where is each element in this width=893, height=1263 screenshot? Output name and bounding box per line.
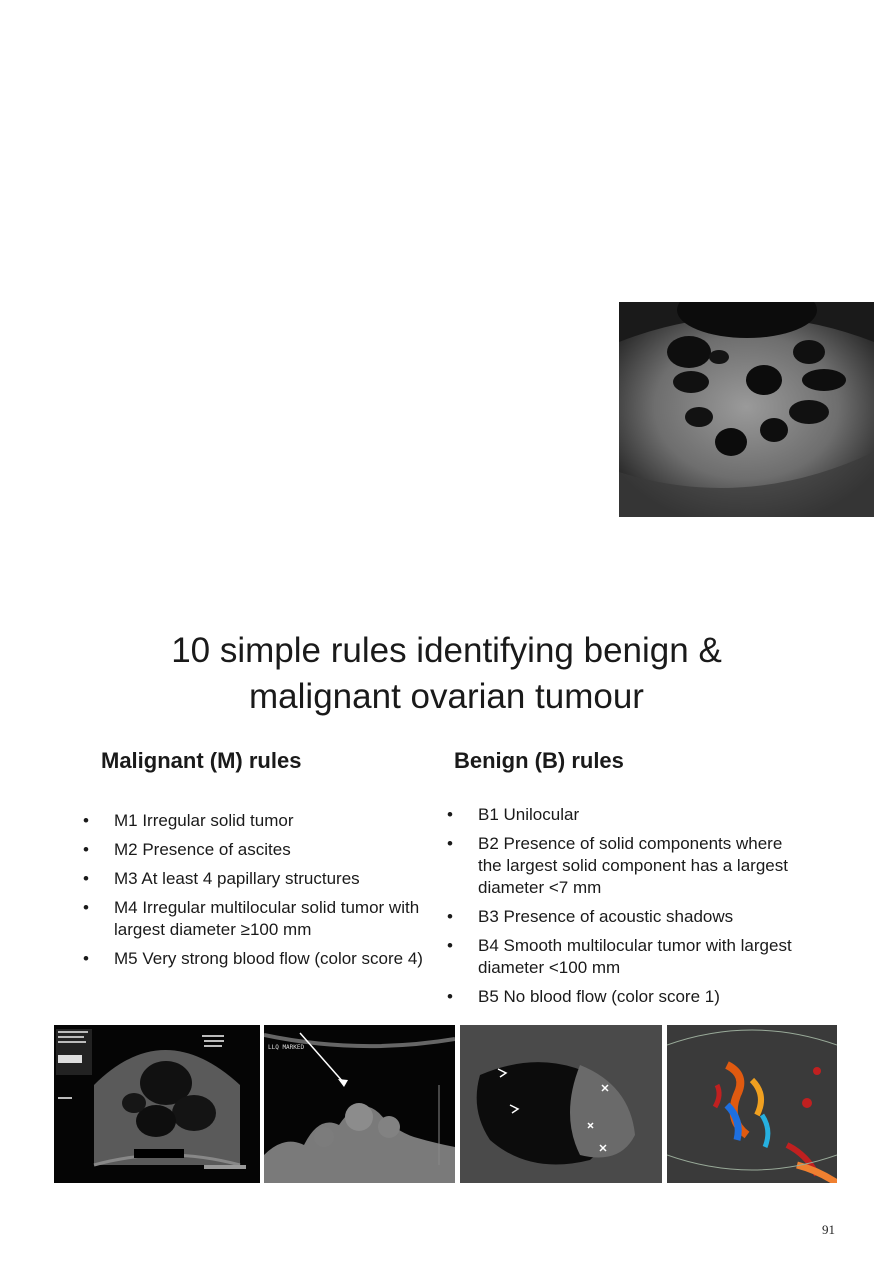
malignant-rules-heading: Malignant (M) rules	[101, 748, 302, 773]
slide-title	[0, 628, 893, 720]
malignant-rule-m3: • M3 At least 4 papillary structures	[83, 868, 438, 890]
malignant-rule-m1: • M1 Irregular solid tumor	[83, 810, 438, 832]
malignant-rule-m4: • M4 Irregular multilocular solid tumor with largest diameter ≥100 mm	[83, 897, 438, 941]
ultrasound-image-papillary-projections	[264, 1025, 455, 1183]
malignant-rules-list	[83, 810, 438, 977]
benign-rules-heading: Benign (B) rules	[454, 748, 624, 773]
benign-rule-b3: • B3 Presence of acoustic shadows	[447, 906, 792, 928]
ultrasound-image-unilocular-cyst	[460, 1025, 662, 1183]
slide-title-line-2: malignant ovarian tumour	[249, 677, 644, 716]
benign-rule-b4: • B4 Smooth multilocular tumor with largest diameter <100 mm	[447, 935, 792, 979]
ultrasound-image-solid-tumor	[54, 1025, 260, 1183]
malignant-rule-m5: • M5 Very strong blood flow (color score 4)	[83, 948, 438, 970]
benign-rules-list	[447, 804, 792, 1015]
benign-rule-b2: • B2 Presence of solid components where the largest solid component has a largest diameter <7 mm	[447, 833, 792, 899]
benign-rule-b5: • B5 No blood flow (color score 1)	[447, 986, 792, 1008]
page-number: 91	[822, 1222, 835, 1237]
benign-rule-b1: • B1 Unilocular	[447, 804, 792, 826]
doppler-image-blood-flow	[667, 1025, 837, 1183]
us2-label: LLQ MARKED	[268, 1044, 305, 1051]
ultrasound-image-multilocular-ovary	[619, 302, 874, 517]
malignant-rule-m2: • M2 Presence of ascites	[83, 839, 438, 861]
slide-title-line-1: 10 simple rules identifying benign &	[171, 631, 722, 670]
